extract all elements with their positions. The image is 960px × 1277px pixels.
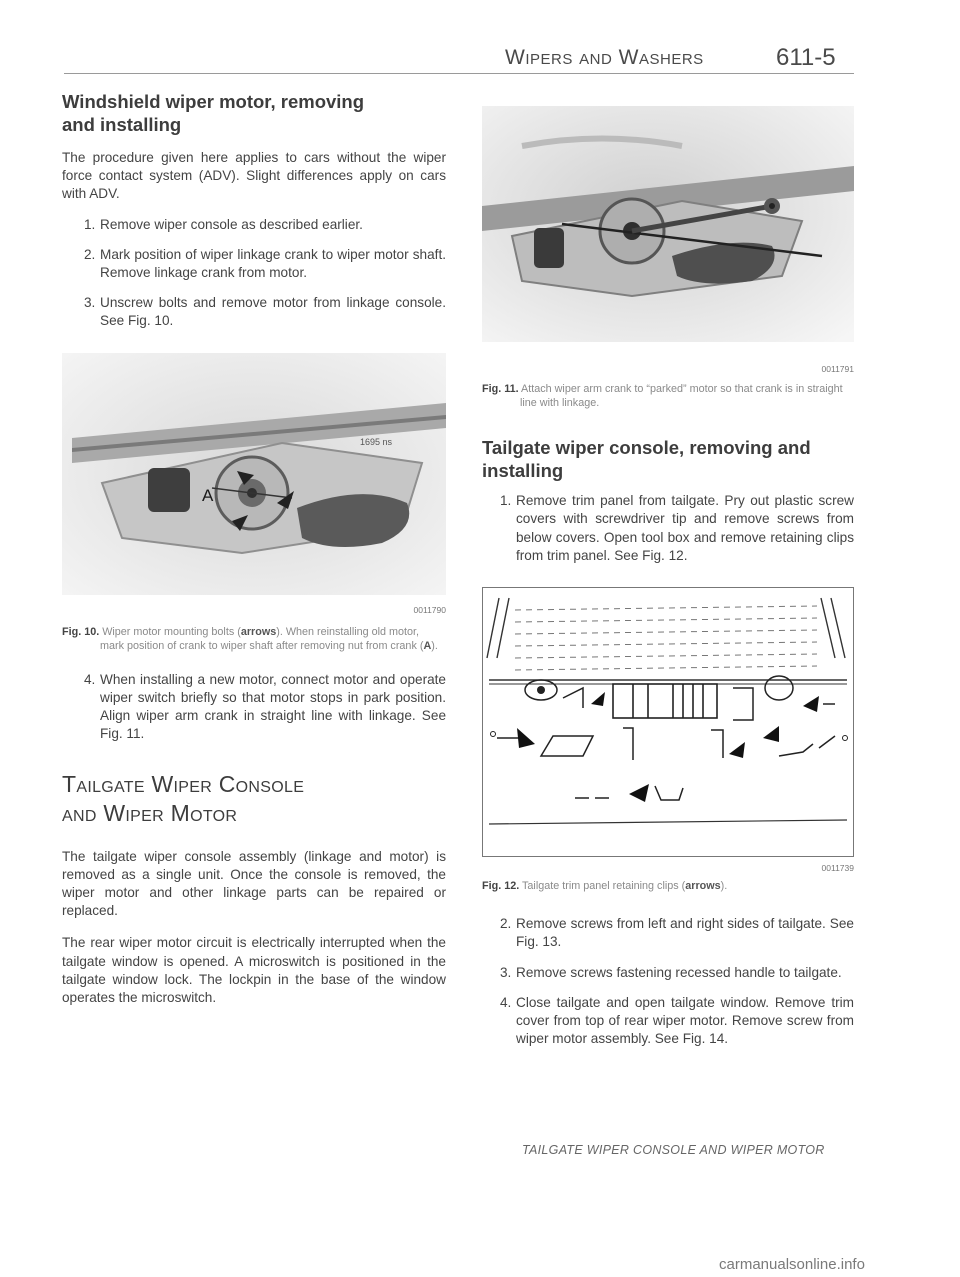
caption-text: Wiper motor mounting bolts ( [102, 625, 241, 638]
step-number: 4. [84, 671, 96, 687]
caption-keyword: arrows [685, 880, 721, 893]
caption-text: Attach wiper arm crank to “parked” motor so that crank is in straight line with linkage. [520, 383, 843, 410]
wiper-linkage-photo [482, 106, 854, 342]
fig10-label-a: A [202, 485, 214, 505]
intro-paragraph: The procedure given here applies to cars without the wiper force contact system (ADV). Slight differences apply on cars with ADV. [62, 150, 446, 202]
step-item [62, 671, 446, 744]
fig10-id: 0011790 [413, 604, 446, 615]
caption-text: ). When reinstalling old motor, mark position of crank to wiper shaft after removing nut from crank ( [100, 625, 424, 652]
caption-text: ). [720, 880, 728, 893]
running-foot: TAILGATE WIPER CONSOLE AND WIPER MOTOR [522, 1143, 825, 1157]
right-column [482, 90, 854, 1048]
fig11-photo [482, 106, 854, 342]
caption-text: Tailgate trim panel retaining clips ( [522, 880, 686, 893]
step-item [482, 964, 854, 982]
wiper-motor-photo [62, 353, 446, 595]
caption-text: ). [431, 639, 438, 652]
fig10-photo [62, 353, 446, 595]
fig10-label: Fig. 10. [62, 625, 100, 638]
fig12-label: Fig. 12. [482, 880, 520, 893]
fig11-id: 0011791 [821, 364, 854, 374]
page-header [0, 0, 960, 80]
tailgate-para-2: The rear wiper motor circuit is electrically interrupted when the tailgate window is opened. A microswitch is positioned in the tailgate window lock. The lockpin in the base of the window operates the microswitch. [62, 935, 446, 1006]
major-section-title [62, 770, 446, 828]
header-rule [64, 73, 854, 74]
step-number: 1. [84, 216, 96, 232]
step-item [482, 915, 854, 951]
step-number: 3. [500, 964, 512, 980]
step-item [482, 492, 854, 565]
fig12-caption [482, 879, 854, 893]
tailgate-panel-drawing [483, 588, 853, 856]
step-item [62, 216, 446, 234]
page-number: 611-5 [776, 44, 836, 71]
tailgate-para-1: The tailgate wiper console assembly (linkage and motor) is removed as a single unit. Once the console is removed, the wiper motor and other linkage parts can be repaired or replaced. [62, 848, 446, 919]
section-title-tailgate-console: Tailgate wiper console, removing and installing [482, 437, 811, 482]
fig10-stamp: 1695 ns [360, 436, 393, 447]
fig11-caption [482, 382, 854, 410]
section-title-windshield-motor: Windshield wiper motor, removing and installing [62, 91, 365, 135]
step-text: When installing a new motor, connect motor and operate wiper switch briefly so that motor stops in park position. Align wiper arm crank in straight line with linkage. See Fig. 11. [100, 671, 446, 742]
step-number: 3. [84, 295, 96, 311]
running-head: Wipers and Washers [505, 46, 704, 69]
step-text: Remove wiper console as described earlier. [100, 216, 363, 232]
major-title-line2: and Wiper Motor [62, 799, 238, 826]
watermark: carmanualsonline.info [719, 1256, 865, 1273]
step-item [62, 246, 446, 282]
step-text: Remove screws fastening recessed handle to tailgate. [516, 964, 842, 980]
step-number: 2. [84, 246, 96, 262]
fig12-drawing [482, 587, 854, 857]
step-number: 1. [500, 493, 512, 509]
fig12-id: 0011739 [821, 863, 854, 874]
step-text: Mark position of wiper linkage crank to wiper motor shaft. Remove linkage crank from motor. [100, 246, 446, 281]
major-title-line1: Tailgate Wiper Console [62, 770, 305, 797]
step-text: Remove screws from left and right sides of tailgate. See Fig. 13. [516, 916, 854, 950]
left-column [62, 90, 446, 1007]
step-text: Remove trim panel from tailgate. Pry out plastic screw covers with screwdriver tip and remove screws from below covers. Open tool box and remove retaining clips from trim panel. See Fig. 12. [516, 493, 854, 563]
step-item [482, 994, 854, 1049]
caption-keyword: A [423, 639, 432, 652]
step-number: 2. [500, 916, 512, 932]
step-number: 4. [500, 994, 512, 1010]
fig10-caption [62, 625, 446, 653]
step-text: Unscrew bolts and remove motor from linkage console. See Fig. 10. [100, 295, 446, 329]
caption-keyword: arrows [240, 625, 277, 638]
step-item [62, 294, 446, 330]
fig11-label: Fig. 11. [482, 383, 519, 396]
step-text: Close tailgate and open tailgate window. Remove trim cover from top of rear wiper motor. Remove screw from wiper motor assembly. See Fig. 14. [516, 994, 854, 1047]
